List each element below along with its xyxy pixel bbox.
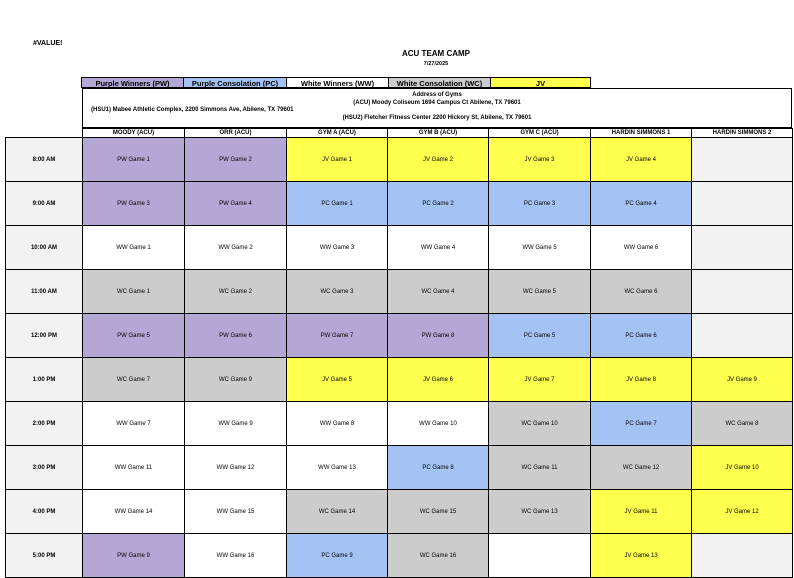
table-row — [6, 446, 793, 490]
game-cell: PC Game 6 — [591, 314, 692, 358]
game-cell: WC Game 15 — [388, 490, 489, 534]
game-cell: WC Game 1 — [83, 270, 185, 314]
empty-cell — [692, 314, 793, 358]
game-cell: JV Game 5 — [287, 358, 388, 402]
empty-cell — [692, 534, 793, 578]
time-slot: 2:00 PM — [6, 402, 83, 446]
empty-cell — [489, 534, 591, 578]
game-cell: WW Game 4 — [388, 226, 489, 270]
column-header: GYM A (ACU) — [287, 129, 388, 138]
time-slot: 12:00 PM — [6, 314, 83, 358]
time-slot: 1:00 PM — [6, 358, 83, 402]
game-cell: PC Game 3 — [489, 182, 591, 226]
column-header: HARDIN SIMMONS 1 — [591, 129, 692, 138]
time-slot: 5:00 PM — [6, 534, 83, 578]
legend-jv: JV — [490, 77, 591, 88]
legend-purple-winners: Purple Winners (PW) — [81, 77, 184, 88]
camp-date: 7/27/2025 — [423, 61, 449, 67]
page-title: ACU TEAM CAMP — [402, 49, 470, 58]
empty-cell — [692, 270, 793, 314]
schedule-table — [5, 128, 793, 578]
table-row — [6, 358, 793, 402]
game-cell: PC Game 8 — [388, 446, 489, 490]
game-cell: WC Game 4 — [388, 270, 489, 314]
column-header: HARDIN SIMMONS 2 — [692, 129, 793, 138]
game-cell: JV Game 12 — [692, 490, 793, 534]
game-cell: PC Game 9 — [287, 534, 388, 578]
game-cell: PW Game 8 — [388, 314, 489, 358]
gym-addresses — [82, 88, 792, 128]
game-cell: JV Game 6 — [388, 358, 489, 402]
game-cell: PC Game 1 — [287, 182, 388, 226]
game-cell: WC Game 2 — [185, 270, 287, 314]
game-cell: PW Game 7 — [287, 314, 388, 358]
time-slot: 11:00 AM — [6, 270, 83, 314]
column-header: ORR (ACU) — [185, 129, 287, 138]
game-cell: PC Game 4 — [591, 182, 692, 226]
game-cell: WW Game 1 — [83, 226, 185, 270]
game-cell: PW Game 9 — [83, 534, 185, 578]
game-cell: JV Game 8 — [591, 358, 692, 402]
game-cell: WW Game 2 — [185, 226, 287, 270]
game-cell: PW Game 1 — [83, 138, 185, 182]
game-cell: WC Game 11 — [489, 446, 591, 490]
game-cell: PC Game 7 — [591, 402, 692, 446]
game-cell: WW Game 3 — [287, 226, 388, 270]
header-row — [6, 129, 793, 138]
game-cell: WC Game 5 — [489, 270, 591, 314]
corner-cell — [6, 129, 83, 138]
game-cell: PW Game 5 — [83, 314, 185, 358]
game-cell: WW Game 10 — [388, 402, 489, 446]
empty-cell — [692, 182, 793, 226]
table-row — [6, 490, 793, 534]
empty-cell — [692, 226, 793, 270]
address-hsu2: (HSU2) Fletcher Fitness Center 2200 Hickory St, Abilene, TX 79601 — [342, 115, 532, 121]
game-cell: WC Game 12 — [591, 446, 692, 490]
time-slot: 4:00 PM — [6, 490, 83, 534]
legend-white-winners: White Winners (WW) — [286, 77, 389, 88]
game-cell: JV Game 1 — [287, 138, 388, 182]
game-cell: WW Game 15 — [185, 490, 287, 534]
addresses-heading: Address of Gyms — [412, 92, 462, 98]
game-cell: WW Game 8 — [287, 402, 388, 446]
table-row — [6, 270, 793, 314]
table-row — [6, 138, 793, 182]
column-header: GYM B (ACU) — [388, 129, 489, 138]
game-cell: JV Game 7 — [489, 358, 591, 402]
table-row — [6, 534, 793, 578]
time-slot: 9:00 AM — [6, 182, 83, 226]
game-cell: WW Game 13 — [287, 446, 388, 490]
game-cell: JV Game 4 — [591, 138, 692, 182]
game-cell: WW Game 11 — [83, 446, 185, 490]
game-cell: WC Game 10 — [489, 402, 591, 446]
game-cell: PW Game 6 — [185, 314, 287, 358]
game-cell: WC Game 6 — [591, 270, 692, 314]
game-cell: WC Game 7 — [83, 358, 185, 402]
game-cell: WW Game 14 — [83, 490, 185, 534]
game-cell: PC Game 5 — [489, 314, 591, 358]
table-row — [6, 402, 793, 446]
time-slot: 8:00 AM — [6, 138, 83, 182]
game-cell: JV Game 3 — [489, 138, 591, 182]
color-legend — [82, 77, 591, 88]
game-cell: WC Game 8 — [692, 402, 793, 446]
game-cell: JV Game 10 — [692, 446, 793, 490]
game-cell: PW Game 4 — [185, 182, 287, 226]
table-row — [6, 226, 793, 270]
table-row — [6, 182, 793, 226]
game-cell: WC Game 14 — [287, 490, 388, 534]
game-cell: PC Game 2 — [388, 182, 489, 226]
legend-white-consolation: White Consolation (WC) — [388, 77, 491, 88]
game-cell: WC Game 9 — [185, 358, 287, 402]
game-cell: WC Game 16 — [388, 534, 489, 578]
game-cell: WW Game 5 — [489, 226, 591, 270]
column-header: GYM C (ACU) — [489, 129, 591, 138]
game-cell: WW Game 12 — [185, 446, 287, 490]
game-cell: WW Game 16 — [185, 534, 287, 578]
game-cell: JV Game 11 — [591, 490, 692, 534]
table-row — [6, 314, 793, 358]
game-cell: WC Game 3 — [287, 270, 388, 314]
time-slot: 10:00 AM — [6, 226, 83, 270]
time-slot: 3:00 PM — [6, 446, 83, 490]
game-cell: WW Game 7 — [83, 402, 185, 446]
game-cell: JV Game 9 — [692, 358, 793, 402]
column-header: MOODY (ACU) — [83, 129, 185, 138]
address-acu: (ACU) Moody Coliseum 1694 Campus Ct Abilene, TX 79601 — [353, 100, 521, 106]
empty-cell — [692, 138, 793, 182]
game-cell: PW Game 2 — [185, 138, 287, 182]
game-cell: WW Game 6 — [591, 226, 692, 270]
game-cell: PW Game 3 — [83, 182, 185, 226]
address-hsu1: (HSU1) Mabee Athletic Complex, 2200 Simmons Ave, Abilene, TX 79601 — [91, 107, 294, 113]
game-cell: JV Game 2 — [388, 138, 489, 182]
legend-purple-consolation: Purple Consolation (PC) — [183, 77, 287, 88]
game-cell: WW Game 9 — [185, 402, 287, 446]
error-value: #VALUE! — [33, 40, 63, 47]
game-cell: WC Game 13 — [489, 490, 591, 534]
game-cell: JV Game 13 — [591, 534, 692, 578]
